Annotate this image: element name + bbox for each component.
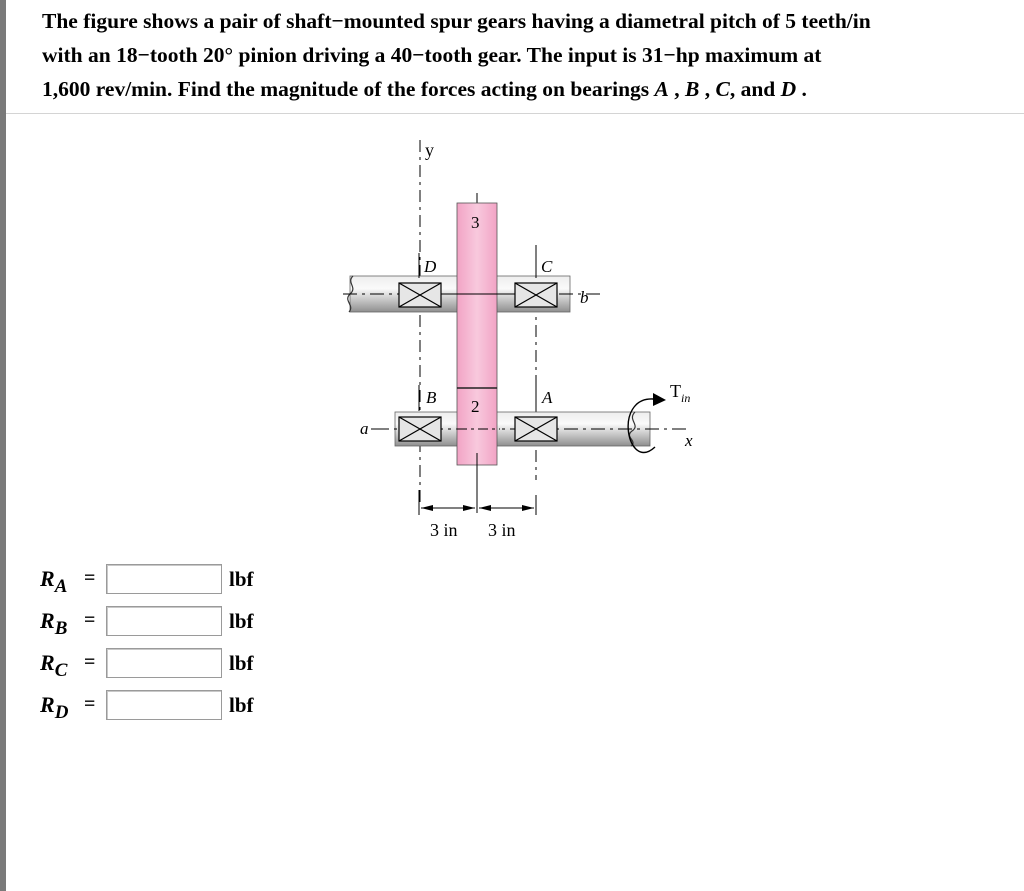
y-axis-label: y (425, 140, 434, 160)
label-d: D (424, 257, 437, 276)
ra-input[interactable] (106, 564, 222, 594)
bearing-d (399, 283, 441, 307)
dim-left-label: 3 in (430, 520, 458, 540)
dimension-lines (419, 453, 536, 515)
rc-input[interactable] (106, 648, 222, 678)
equals-sign: = (84, 693, 96, 715)
left-border (0, 0, 6, 891)
problem-statement (42, 4, 1002, 106)
period: . (796, 77, 807, 101)
label-b: B (426, 388, 437, 407)
label-a: A (542, 388, 553, 407)
rb-input[interactable] (106, 606, 222, 636)
shaft-a-label: a (360, 419, 369, 438)
rd-input[interactable] (106, 690, 222, 720)
dim-right-label: 3 in (488, 520, 516, 540)
x-axis-label: x (685, 431, 693, 450)
separator: , (668, 77, 686, 101)
header-divider (6, 113, 1024, 114)
gear-diagram-svg (335, 135, 705, 545)
bearing-b-ref: B (685, 77, 700, 101)
problem-line-3-text: 1,600 rev/min. Find the magnitude of the forces acting on bearings (42, 77, 655, 101)
unit-label: lbf (229, 651, 254, 675)
gear-shaft-figure (335, 135, 705, 550)
equals-sign: = (84, 651, 96, 673)
answer-label: $R_A$ (40, 566, 68, 597)
bearing-a (515, 417, 557, 441)
answer-label: $R_D$ (40, 692, 69, 723)
gear-3-label: 3 (471, 213, 480, 232)
unit-label: lbf (229, 693, 254, 717)
unit-label: lbf (229, 567, 254, 591)
gear-2-label: 2 (471, 397, 480, 416)
problem-line-1: The figure shows a pair of shaft−mounted spur gears having a diametral pitch of 5 teeth/in (42, 9, 871, 33)
equals-sign: = (84, 567, 96, 589)
problem-line-2: with an 18−tooth 20° pinion driving a 40−tooth gear. The input is 31−hp maximum at (42, 43, 822, 67)
equals-sign: = (84, 609, 96, 631)
bearing-d-ref: D (780, 77, 797, 101)
problem-line-3 (42, 72, 1002, 106)
label-c: C (541, 257, 553, 276)
shaft-b-label: b (580, 288, 589, 307)
separator: , and (729, 77, 781, 101)
answer-label: $R_B$ (40, 608, 68, 639)
bearing-c (515, 283, 557, 307)
bearing-c-ref: C (715, 77, 730, 101)
separator: , (699, 77, 716, 101)
bearing-a-ref: A (654, 77, 669, 101)
bearing-b (399, 417, 441, 441)
torque-label: $T_{in}$ (670, 381, 691, 405)
unit-label: lbf (229, 609, 254, 633)
answer-label: $R_C$ (40, 650, 68, 681)
